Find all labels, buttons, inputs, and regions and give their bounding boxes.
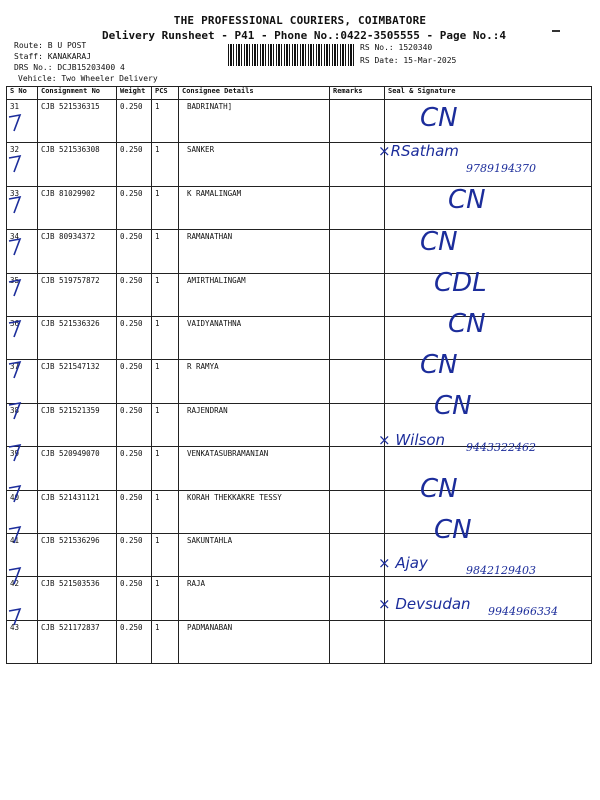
corner-mark xyxy=(552,30,560,32)
serial-number: 41 xyxy=(7,533,38,576)
remarks-cell xyxy=(330,360,385,403)
signature-mark: CN xyxy=(420,350,458,381)
signature-mark: CN xyxy=(420,473,458,504)
check-tick-mark xyxy=(8,111,22,133)
signature-mark: CN xyxy=(434,515,472,545)
pieces: 1 xyxy=(152,230,179,273)
col-consignee: Consignee Details xyxy=(179,87,330,100)
phone-note: 9443322462 xyxy=(466,440,536,454)
weight: 0.250 xyxy=(117,447,152,490)
pieces: 1 xyxy=(152,577,179,620)
consignee-name: RAMANATHAN xyxy=(179,230,330,273)
table-row xyxy=(7,316,592,359)
vehicle-text: Vehicle: Two Wheeler Delivery xyxy=(18,74,158,83)
signature-mark: CDL xyxy=(434,267,487,298)
check-tick-mark xyxy=(8,358,22,380)
serial-number: 40 xyxy=(7,490,38,533)
consignee-name: BADRINATH] xyxy=(179,100,330,143)
table-row xyxy=(7,620,592,663)
seal-signature-cell xyxy=(385,620,592,663)
check-tick-mark xyxy=(8,523,22,545)
phone-note: 9944966334 xyxy=(488,605,558,619)
seal-signature-cell xyxy=(385,186,592,229)
pieces: 1 xyxy=(152,316,179,359)
check-tick-mark xyxy=(8,564,22,586)
remarks-cell xyxy=(330,577,385,620)
weight: 0.250 xyxy=(117,360,152,403)
signature-mark: CN xyxy=(434,391,472,422)
consignment-number: CJB 521503536 xyxy=(38,577,117,620)
consignment-number: CJB 521536326 xyxy=(38,316,117,359)
serial-number: 42 xyxy=(7,577,38,620)
consignment-number: CJB 521521359 xyxy=(38,403,117,446)
signature-mark: CN xyxy=(448,185,486,216)
remarks-cell xyxy=(330,620,385,663)
drs-number: DRS No.: DCJB15203400 4 xyxy=(14,63,125,72)
route-text: Route: B U POST xyxy=(14,41,87,50)
table-row xyxy=(7,273,592,316)
check-tick-mark xyxy=(8,605,22,627)
consignment-number: CJB 521536315 xyxy=(38,100,117,143)
signature-mark: × Wilson xyxy=(378,430,446,449)
barcode xyxy=(228,44,356,66)
check-tick-mark xyxy=(8,317,22,339)
pieces: 1 xyxy=(152,403,179,446)
rs-number: RS No.: 1520340 xyxy=(360,43,433,52)
consignee-name: SAKUNTAHLA xyxy=(179,533,330,576)
phone-note: 9789194370 xyxy=(466,162,536,176)
check-tick-mark xyxy=(8,193,22,215)
pieces: 1 xyxy=(152,100,179,143)
check-tick-mark xyxy=(8,235,22,257)
remarks-cell xyxy=(330,403,385,446)
serial-number: 36 xyxy=(7,316,38,359)
consignment-number: CJB 521536308 xyxy=(38,143,117,186)
check-tick-mark xyxy=(8,482,22,504)
consignment-number: CJB 519757872 xyxy=(38,273,117,316)
phone-note: 9842129403 xyxy=(466,564,536,578)
seal-signature-cell xyxy=(385,360,592,403)
consignment-number: CJB 520949070 xyxy=(38,447,117,490)
document-title: THE PROFESSIONAL COURIERS, COIMBATORE xyxy=(173,14,427,27)
table-row xyxy=(7,186,592,229)
serial-number: 43 xyxy=(7,620,38,663)
weight: 0.250 xyxy=(117,273,152,316)
check-tick-mark xyxy=(8,276,22,298)
serial-number: 34 xyxy=(7,230,38,273)
signature-mark: × Ajay xyxy=(378,554,428,573)
serial-number: 37 xyxy=(7,360,38,403)
col-pcs: PCS xyxy=(152,87,179,100)
signature-mark: CN xyxy=(420,226,458,257)
check-tick-mark xyxy=(8,152,22,174)
runsheet-subtitle: Delivery Runsheet - P41 - Phone No.:0422-3505555 - Page No.:4 xyxy=(102,29,506,42)
weight: 0.250 xyxy=(117,100,152,143)
consignee-name: KORAH THEKKAKRE TESSY xyxy=(179,490,330,533)
signature-mark: CN xyxy=(448,309,486,339)
pieces: 1 xyxy=(152,447,179,490)
weight: 0.250 xyxy=(117,230,152,273)
serial-number: 39 xyxy=(7,447,38,490)
pieces: 1 xyxy=(152,273,179,316)
col-weight: Weight xyxy=(117,87,152,100)
remarks-cell xyxy=(330,447,385,490)
table-row xyxy=(7,360,592,403)
consignment-number: CJB 521172837 xyxy=(38,620,117,663)
consignment-number: CJB 521536296 xyxy=(38,533,117,576)
weight: 0.250 xyxy=(117,143,152,186)
pieces: 1 xyxy=(152,620,179,663)
seal-signature-cell xyxy=(385,490,592,533)
consignee-name: RAJA xyxy=(179,577,330,620)
table-row xyxy=(7,230,592,273)
weight: 0.250 xyxy=(117,533,152,576)
consignee-name: PADMANABAN xyxy=(179,620,330,663)
pieces: 1 xyxy=(152,143,179,186)
remarks-cell xyxy=(330,490,385,533)
weight: 0.250 xyxy=(117,186,152,229)
signature-mark: CN xyxy=(420,103,458,133)
consignment-number: CJB 521431121 xyxy=(38,490,117,533)
consignment-number: CJB 80934372 xyxy=(38,230,117,273)
serial-number: 32 xyxy=(7,143,38,186)
consignee-name: SANKER xyxy=(179,143,330,186)
serial-number: 31 xyxy=(7,100,38,143)
remarks-cell xyxy=(330,100,385,143)
weight: 0.250 xyxy=(117,490,152,533)
remarks-cell xyxy=(330,533,385,576)
col-seal: Seal & Signature xyxy=(385,87,592,100)
pieces: 1 xyxy=(152,360,179,403)
table-row xyxy=(7,490,592,533)
pieces: 1 xyxy=(152,186,179,229)
remarks-cell xyxy=(330,143,385,186)
col-remarks: Remarks xyxy=(330,87,385,100)
seal-signature-cell xyxy=(385,100,592,143)
consignment-number: CJB 81029902 xyxy=(38,186,117,229)
staff-text: Staff: KANAKARAJ xyxy=(14,52,92,61)
pieces: 1 xyxy=(152,490,179,533)
weight: 0.250 xyxy=(117,620,152,663)
serial-number: 35 xyxy=(7,273,38,316)
seal-signature-cell xyxy=(385,273,592,316)
weight: 0.250 xyxy=(117,316,152,359)
check-tick-mark xyxy=(8,441,22,463)
consignee-name: VAIDYANATHNA xyxy=(179,316,330,359)
weight: 0.250 xyxy=(117,403,152,446)
consignee-name: AMIRTHALINGAM xyxy=(179,273,330,316)
signature-mark: ×RSatham xyxy=(378,142,459,161)
consignee-name: VENKATASUBRAMANIAN xyxy=(179,447,330,490)
remarks-cell xyxy=(330,316,385,359)
table-header-row xyxy=(7,87,592,100)
seal-signature-cell xyxy=(385,316,592,359)
serial-number: 33 xyxy=(7,186,38,229)
rs-date: RS Date: 15-Mar-2025 xyxy=(360,56,457,65)
table-row xyxy=(7,100,592,143)
remarks-cell xyxy=(330,273,385,316)
serial-number: 38 xyxy=(7,403,38,446)
consignee-name: K RAMALINGAM xyxy=(179,186,330,229)
check-tick-mark xyxy=(8,399,22,421)
consignee-name: RAJENDRAN xyxy=(179,403,330,446)
remarks-cell xyxy=(330,186,385,229)
seal-signature-cell xyxy=(385,230,592,273)
remarks-cell xyxy=(330,230,385,273)
consignment-number: CJB 521547132 xyxy=(38,360,117,403)
pieces: 1 xyxy=(152,533,179,576)
col-consignment: Consignment No xyxy=(38,87,117,100)
signature-mark: × Devsudan xyxy=(378,595,471,614)
weight: 0.250 xyxy=(117,577,152,620)
consignee-name: R RAMYA xyxy=(179,360,330,403)
col-sno: S No xyxy=(7,87,38,100)
